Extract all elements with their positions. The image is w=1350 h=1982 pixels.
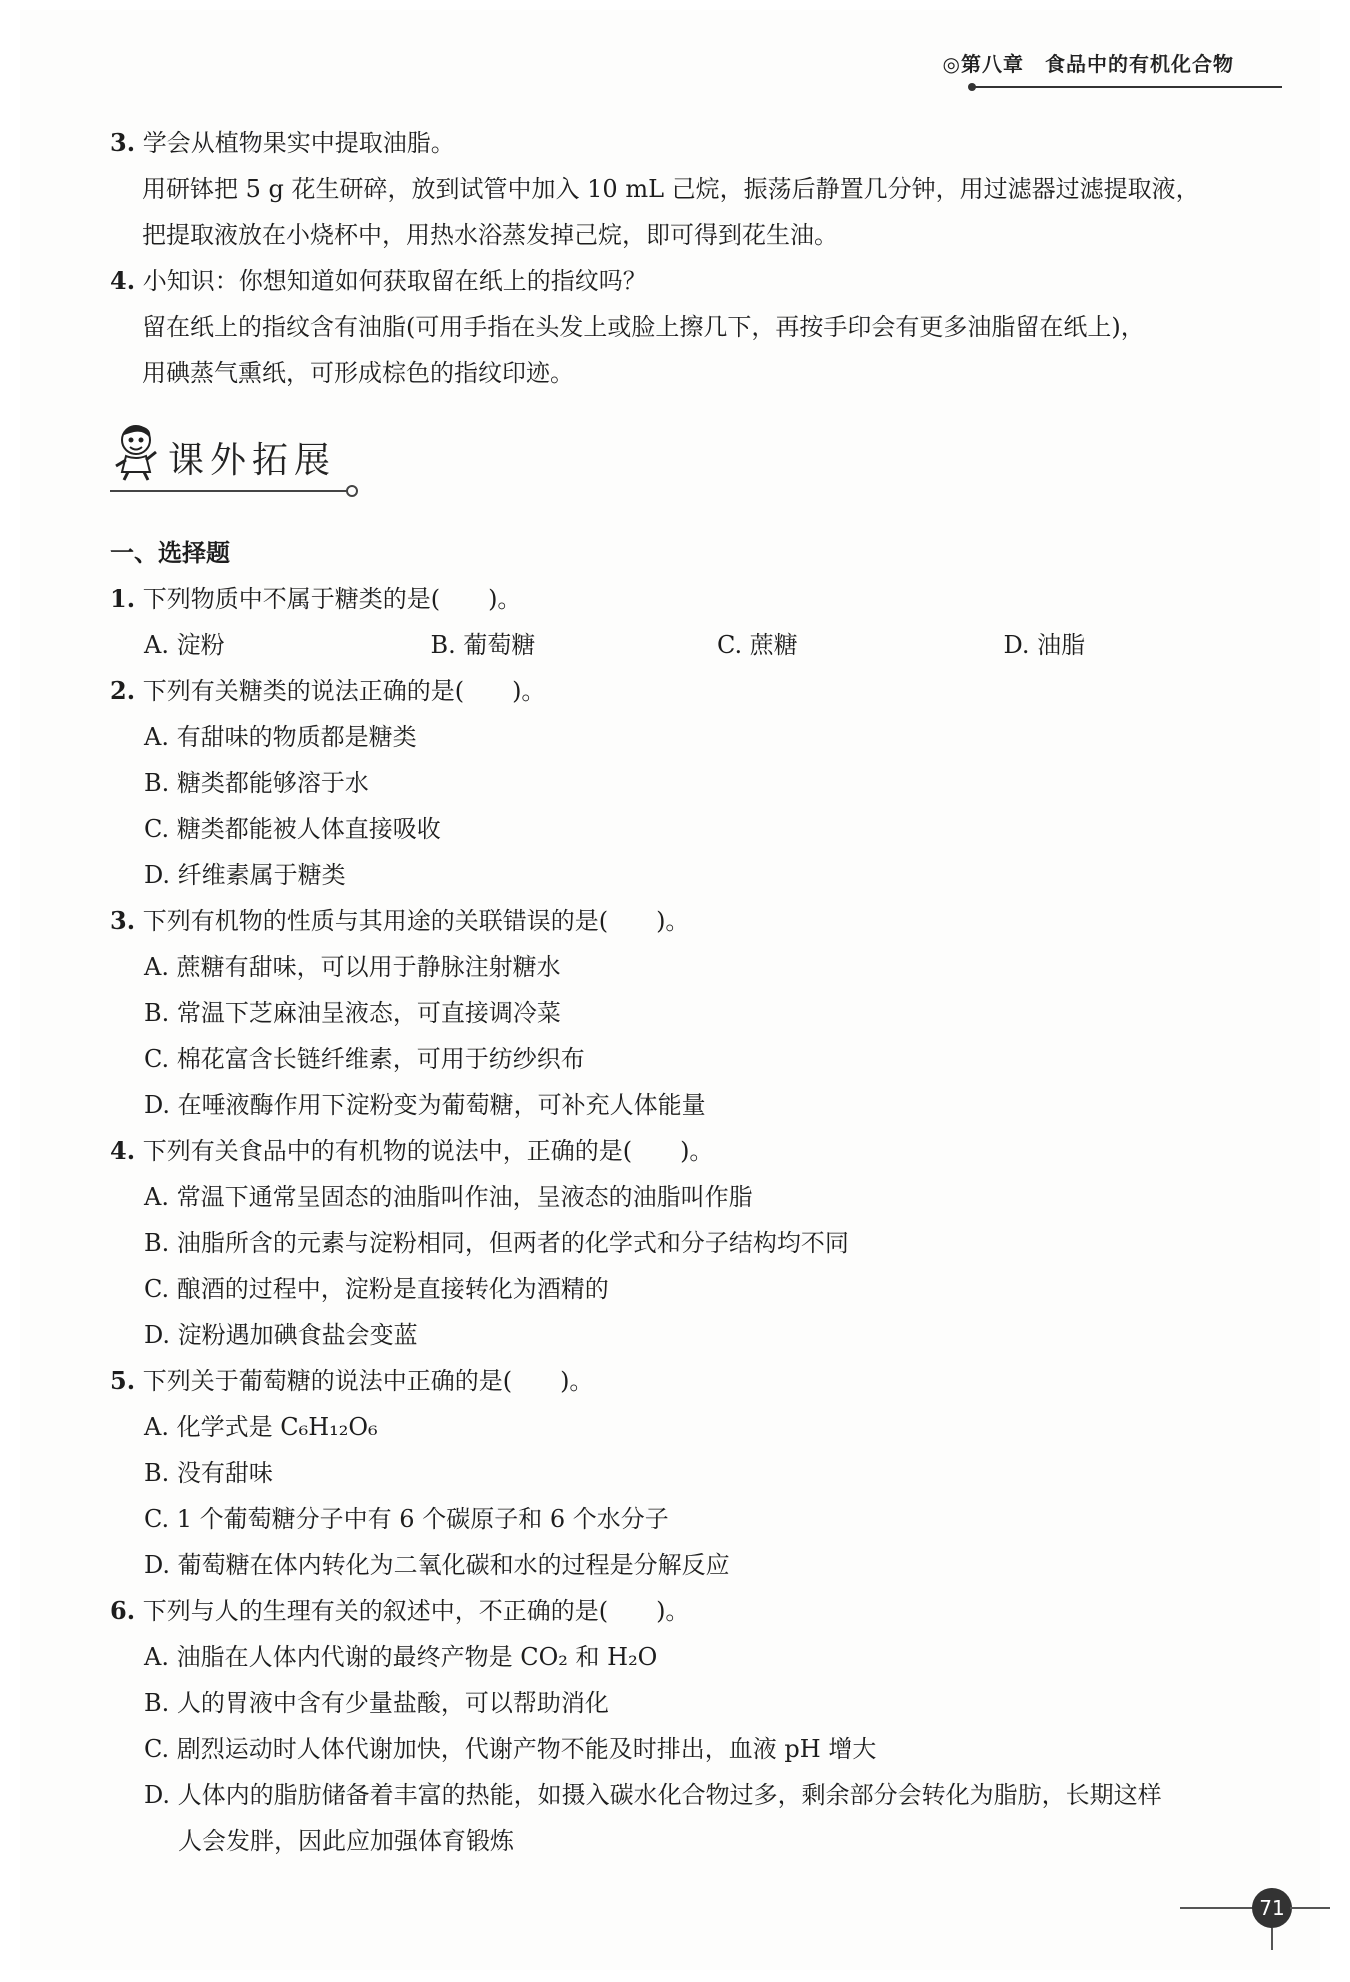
question-number: 6. [110,1596,136,1625]
option-c: C. 剧烈运动时人体代谢加快，代谢产物不能及时排出，血液 pH 增大 [144,1735,877,1763]
item-title: 小知识：你想知道如何获取留在纸上的指纹吗？ [142,267,647,295]
option-c: C. 棉花富含长链纤维素，可用于纺纱织布 [144,1045,585,1073]
question-stem: 下列有关糖类的说法正确的是( )。 [142,677,546,705]
option-a: A. 淀粉 [144,631,225,659]
option-a: A. 化学式是 C₆H₁₂O₆ [144,1413,378,1441]
option-d: D. 淀粉遇加碘食盐会变蓝 [144,1321,418,1349]
page-number-rule-right [1290,1907,1330,1909]
question-stem: 下列物质中不属于糖类的是( )。 [142,585,522,613]
option-c: C. 1 个葡萄糖分子中有 6 个碳原子和 6 个水分子 [144,1505,669,1533]
item-number: 4. [110,266,136,295]
question-1 [110,576,1290,668]
option-b: B. 葡萄糖 [430,631,536,659]
item-number: 3. [110,128,136,157]
question-number: 5. [110,1366,136,1395]
option-c: C. 蔗糖 [717,631,798,659]
option-a: A. 蔗糖有甜味，可以用于静脉注射糖水 [144,953,561,981]
mascot-icon [110,422,160,482]
question-number: 1. [110,584,136,613]
question-number: 4. [110,1136,136,1165]
options-row [110,622,1290,668]
question-stem: 下列与人的生理有关的叙述中，不正确的是( )。 [142,1597,690,1625]
section-rule [110,490,348,492]
option-d: D. 油脂 [1003,631,1086,659]
page-content [110,120,1290,1864]
option-b: B. 没有甜味 [144,1459,273,1487]
option-a: A. 常温下通常呈固态的油脂叫作油，呈液态的油脂叫作脂 [144,1183,753,1211]
option-b: B. 人的胃液中含有少量盐酸，可以帮助消化 [144,1689,609,1717]
page-number-tail [1271,1928,1273,1950]
question-type-heading: 一、选择题 [110,539,230,567]
option-b: B. 糖类都能够溶于水 [144,769,369,797]
item-text-line: 留在纸上的指纹含有油脂(可用手指在头发上或脸上擦几下，再按手印会有更多油脂留在纸上)， [142,313,1145,341]
question-4 [110,1128,1290,1358]
page-number-rule-left [1180,1907,1254,1909]
question-number: 2. [110,676,136,705]
option-d: D. 葡萄糖在体内转化为二氧化碳和水的过程是分解反应 [144,1551,730,1579]
item-title: 学会从植物果实中提取油脂。 [142,129,455,157]
question-5 [110,1358,1290,1588]
item-text-line: 用碘蒸气熏纸，可形成棕色的指纹印迹。 [142,359,574,387]
question-3 [110,898,1290,1128]
section-rule-end [346,485,358,497]
experiment-item-3 [110,120,1290,258]
question-stem: 下列关于葡萄糖的说法中正确的是( )。 [142,1367,594,1395]
item-text-line: 把提取液放在小烧杯中，用热水浴蒸发掉己烷，即可得到花生油。 [142,221,838,249]
option-b: B. 油脂所含的元素与淀粉相同，但两者的化学式和分子结构均不同 [144,1229,849,1257]
option-a: A. 有甜味的物质都是糖类 [144,723,417,751]
option-d: D. 纤维素属于糖类 [144,861,346,889]
page-number: 71 [1252,1888,1292,1928]
question-number: 3. [110,906,136,935]
option-d-continued: 人会发胖，因此应加强体育锻炼 [178,1827,514,1855]
textbook-page [20,10,1320,1970]
question-2 [110,668,1290,898]
item-text-line: 用研钵把 5 g 花生研碎，放到试管中加入 10 mL 己烷，振荡后静置几分钟，用过滤器过滤提取液， [142,175,1200,203]
question-stem: 下列有关食品中的有机物的说法中，正确的是( )。 [142,1137,714,1165]
question-6 [110,1588,1290,1864]
section-title: 课外拓展 [168,440,337,481]
chapter-header: ◎第八章 食品中的有机化合物 [942,52,1234,76]
option-c: C. 酿酒的过程中，淀粉是直接转化为酒精的 [144,1275,609,1303]
header-rule [975,86,1282,88]
option-c: C. 糖类都能被人体直接吸收 [144,815,441,843]
section-header [110,410,1290,520]
experiment-item-4 [110,258,1290,396]
option-b: B. 常温下芝麻油呈液态，可直接调冷菜 [144,999,561,1027]
option-a: A. 油脂在人体内代谢的最终产物是 CO₂ 和 H₂O [144,1643,658,1671]
option-d: D. 人体内的脂肪储备着丰富的热能，如摄入碳水化合物过多，剩余部分会转化为脂肪，长期这样 [144,1781,1162,1809]
option-d: D. 在唾液酶作用下淀粉变为葡萄糖，可补充人体能量 [144,1091,706,1119]
question-stem: 下列有机物的性质与其用途的关联错误的是( )。 [142,907,690,935]
